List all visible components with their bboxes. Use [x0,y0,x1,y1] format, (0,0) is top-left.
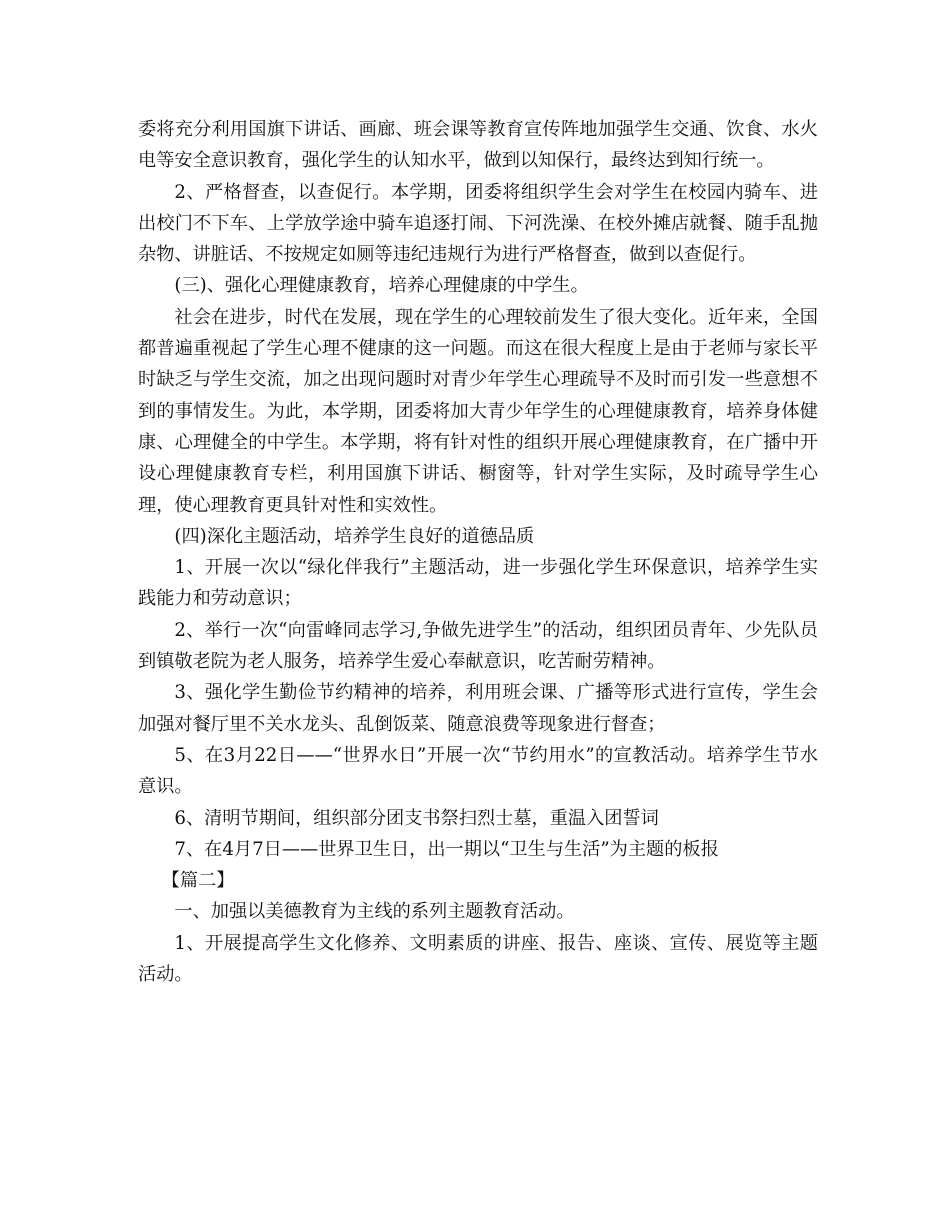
list-item-3: 3、强化学生勤俭节约精神的培养，利用班会课、广播等形式进行宣传，学生会加强对餐厅里不关水龙头、乱倒饭菜、随意浪费等现象进行督查； [138,682,818,735]
list-item-7: 7、在4月7日——世界卫生日，出一期以“卫生与生活”为主题的板报 [174,838,719,860]
list-item-part-two-1: 1、开展提高学生文化修养、文明素质的讲座、报告、座谈、宣传、展览等主题活动。 [138,932,818,986]
section-heading-3: (三)、强化心理健康教育，培养心理健康的中学生。 [174,275,589,297]
list-item-5: 5、在3月22日——“世界水日”开展一次“节约用水”的宣教活动。培养学生节水意识。 [138,744,818,798]
section-marker-part-two: 【篇二】 [161,870,235,892]
list-item-2: 2、举行一次“向雷峰同志学习,争做先进学生”的活动，组织团员青年、少先队员到镇敬老院为老人服务，培养学生爱心奉献意识，吃苦耐劳精神。 [138,619,818,673]
paragraph-mental-health: 社会在进步，时代在发展，现在学生的心理较前发生了很大变化。近年来，全国都普遍重视起了学生心理不健康的这一问题。而这在很大程度上是由于老师与家长平时缺乏与学生交流，加之出现问题时对青少年学生心理疏导不及时而引发一些意想不到的事情发生。为此，本学期，团委将加大青少年学生的心理健康教育，培养身体健康、心理健全的中学生。本学期，将有针对性的组织开展心理健康教育，在广播中开设心理健康教育专栏，利用国旗下讲话、橱窗等，针对学生实际，及时疏导学生心理，使心理教育更具针对性和实效性。 [138,306,818,516]
paragraph-strict-supervision: 2、严格督查，以查促行。本学期，团委将组织学生会对学生在校园内骑车、进出校门不下车、上学放学途中骑车追逐打闹、下河洗澡、在校外摊店就餐、随手乱抛杂物、讲脏话、不按规定如厕等违纪违规行为进行严格督查，做到以查促行。 [138,181,818,266]
document-body [138,114,818,990]
section-heading-part-two: 一、加强以美德教育为主线的系列主题教育活动。 [174,901,575,923]
paragraph-continuation: 委将充分利用国旗下讲话、画廊、班会课等教育宣传阵地加强学生交通、饮食、水火电等安全意识教育，强化学生的认知水平，做到以知保行，最终达到知行统一。 [138,119,818,172]
list-item-6: 6、清明节期间，组织部分团支书祭扫烈士墓，重温入团誓词 [174,807,659,829]
section-heading-4: (四)深化主题活动，培养学生良好的道德品质 [174,525,535,547]
list-item-1: 1、开展一次以“绿化伴我行”主题活动，进一步强化学生环保意识，培养学生实践能力和劳动意识； [138,557,818,610]
